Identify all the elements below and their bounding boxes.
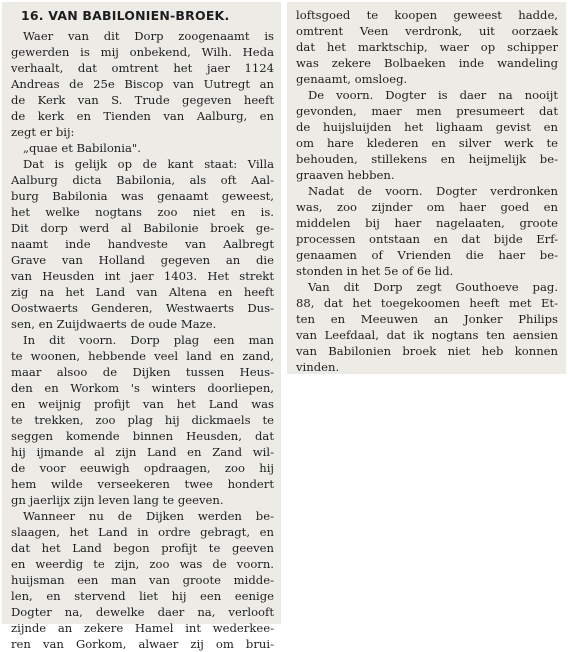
- text-line: hem wilde verseekeren twee hondert: [11, 477, 274, 491]
- text-line: vinden.: [296, 360, 340, 374]
- text-line: genaamen of Vrienden die haer be-: [296, 248, 558, 262]
- text-line: gn jaerlijx zijn leven lang te geeven.: [11, 493, 224, 507]
- text-line: burg Babilonia was genaamt geweest,: [11, 189, 274, 203]
- text-line: middelen bij haer nagelaaten, groote: [296, 216, 558, 230]
- text-line: het welke nogtans zoo niet en is.: [11, 205, 274, 219]
- text-line: was, zoo zijnder om haer goed en: [296, 200, 558, 214]
- text-line: genaamt, omsloeg.: [296, 72, 408, 86]
- left-column: [2, 2, 281, 651]
- text-line: de kerk en Tienden van Aalburg, en: [11, 109, 274, 123]
- text-line: was zekere Bolbaeken inde wandeling: [296, 56, 558, 70]
- text-line: Dit dorp werd al Babilonie broek ge-: [11, 221, 274, 235]
- text-line: dat het Land begon profijt te geeven: [11, 541, 274, 555]
- text-line: behouden, stillekens en heijmelijk be-: [296, 152, 558, 166]
- text-line: zig na het Land van Altena en heeft: [11, 285, 274, 299]
- text-line: Dogter na, dewelke daer na, verlooft: [11, 605, 274, 619]
- text-line: de huijsluijden het lighaam gevist en: [296, 120, 558, 134]
- text-line: Van dit Dorp zegt Gouthoeve pag.: [308, 280, 558, 294]
- text-line: Oostwaerts Genderen, Westwaerts Dus-: [11, 301, 274, 315]
- text-line: van Babilonien broek niet heb konnen: [296, 344, 558, 358]
- text-line: den en Workom 's winters doorliepen,: [11, 381, 274, 395]
- text-line: ren van Gorkom, alwaer zij om brui-: [11, 637, 274, 651]
- text-line: van Leefdaal, dat ik nogtans ten aensien: [296, 328, 558, 342]
- text-line: naamt inde handveste van Aalbregt: [11, 237, 274, 251]
- text-line: Wanneer nu de Dijken werden be-: [23, 509, 274, 523]
- text-line: stonden in het 5e of 6e lid.: [296, 264, 454, 278]
- text-line: processen ontstaan en dat bijde Erf-: [296, 232, 558, 246]
- text-line: slaagen, het Land in ordre gebragt, en: [11, 525, 274, 539]
- text-line: en weerdig te zijn, zoo was de voorn.: [11, 557, 274, 571]
- text-line: zijnde an zekere Hamel int wederkee-: [11, 621, 274, 635]
- text-line: Aalburg dicta Babilonia, als oft Aal-: [11, 173, 274, 187]
- right-column-text: [296, 7, 558, 375]
- text-line: graaven hebben.: [296, 168, 395, 182]
- text-line: te trekken, zoo plag hij dickmaels te: [11, 413, 274, 427]
- text-line: In dit voorn. Dorp plag een man: [23, 333, 274, 347]
- text-line: 88, dat het toegekoomen heeft met Et-: [296, 296, 558, 310]
- text-line: De voorn. Dogter is daer na nooijt: [308, 88, 558, 102]
- text-line: ten en Meeuwen an Jonker Philips: [296, 312, 558, 326]
- text-line: van Heusden int jaer 1403. Het strekt: [11, 269, 274, 283]
- right-column: [287, 2, 566, 374]
- text-line: te woonen, hebbende veel land en zand,: [11, 349, 274, 363]
- text-line: de voor eeuwigh opdraagen, zoo hij: [11, 461, 274, 475]
- article-title: 16. VAN BABILONIEN-BROEK.: [21, 8, 230, 23]
- text-line: en weijnig profijt van het Land was: [11, 397, 274, 411]
- text-line: om hare klederen en silver werk te: [296, 136, 558, 150]
- text-line: Waer van dit Dorp zoogenaamt is: [23, 29, 274, 43]
- text-line: maar alsoo de Dijken tussen Heus-: [11, 365, 274, 379]
- text-line: dat het marktschip, waer op schipper: [296, 40, 558, 54]
- text-line: Andreas de 25e Biscop van Uutregt an: [11, 77, 274, 91]
- text-line: verhaalt, dat omtrent het jaer 1124: [11, 61, 274, 75]
- text-line: de Kerk van S. Trude gegeven heeft: [11, 93, 274, 107]
- text-line: sen, en Zuijdwaerts de oude Maze.: [11, 317, 217, 331]
- text-line: Grave van Holland gegeven an die: [11, 253, 274, 267]
- text-line: Nadat de voorn. Dogter verdronken: [308, 184, 558, 198]
- text-line: „quae et Babilonia".: [23, 141, 141, 155]
- left-column-text: [11, 28, 274, 652]
- text-line: len, en stervend liet hij een eenige: [11, 589, 274, 603]
- text-line: seggen komende binnen Heusden, dat: [11, 429, 274, 443]
- text-line: gewerden is mij onbekend, Wilh. Heda: [11, 45, 274, 59]
- text-line: zegt er bij:: [11, 125, 75, 139]
- text-line: hij ijmande al zijn Land en Zand wil-: [11, 445, 274, 459]
- text-line: Dat is gelijk op de kant staat: Villa: [23, 157, 274, 171]
- text-line: huijsman een man van groote midde-: [11, 573, 274, 587]
- text-line: omtrent Veen verdronk, uit oorzaek: [296, 24, 558, 38]
- text-line: gevonden, maer men presumeert dat: [296, 104, 558, 118]
- text-line: loftsgoed te koopen geweest hadde,: [296, 8, 558, 22]
